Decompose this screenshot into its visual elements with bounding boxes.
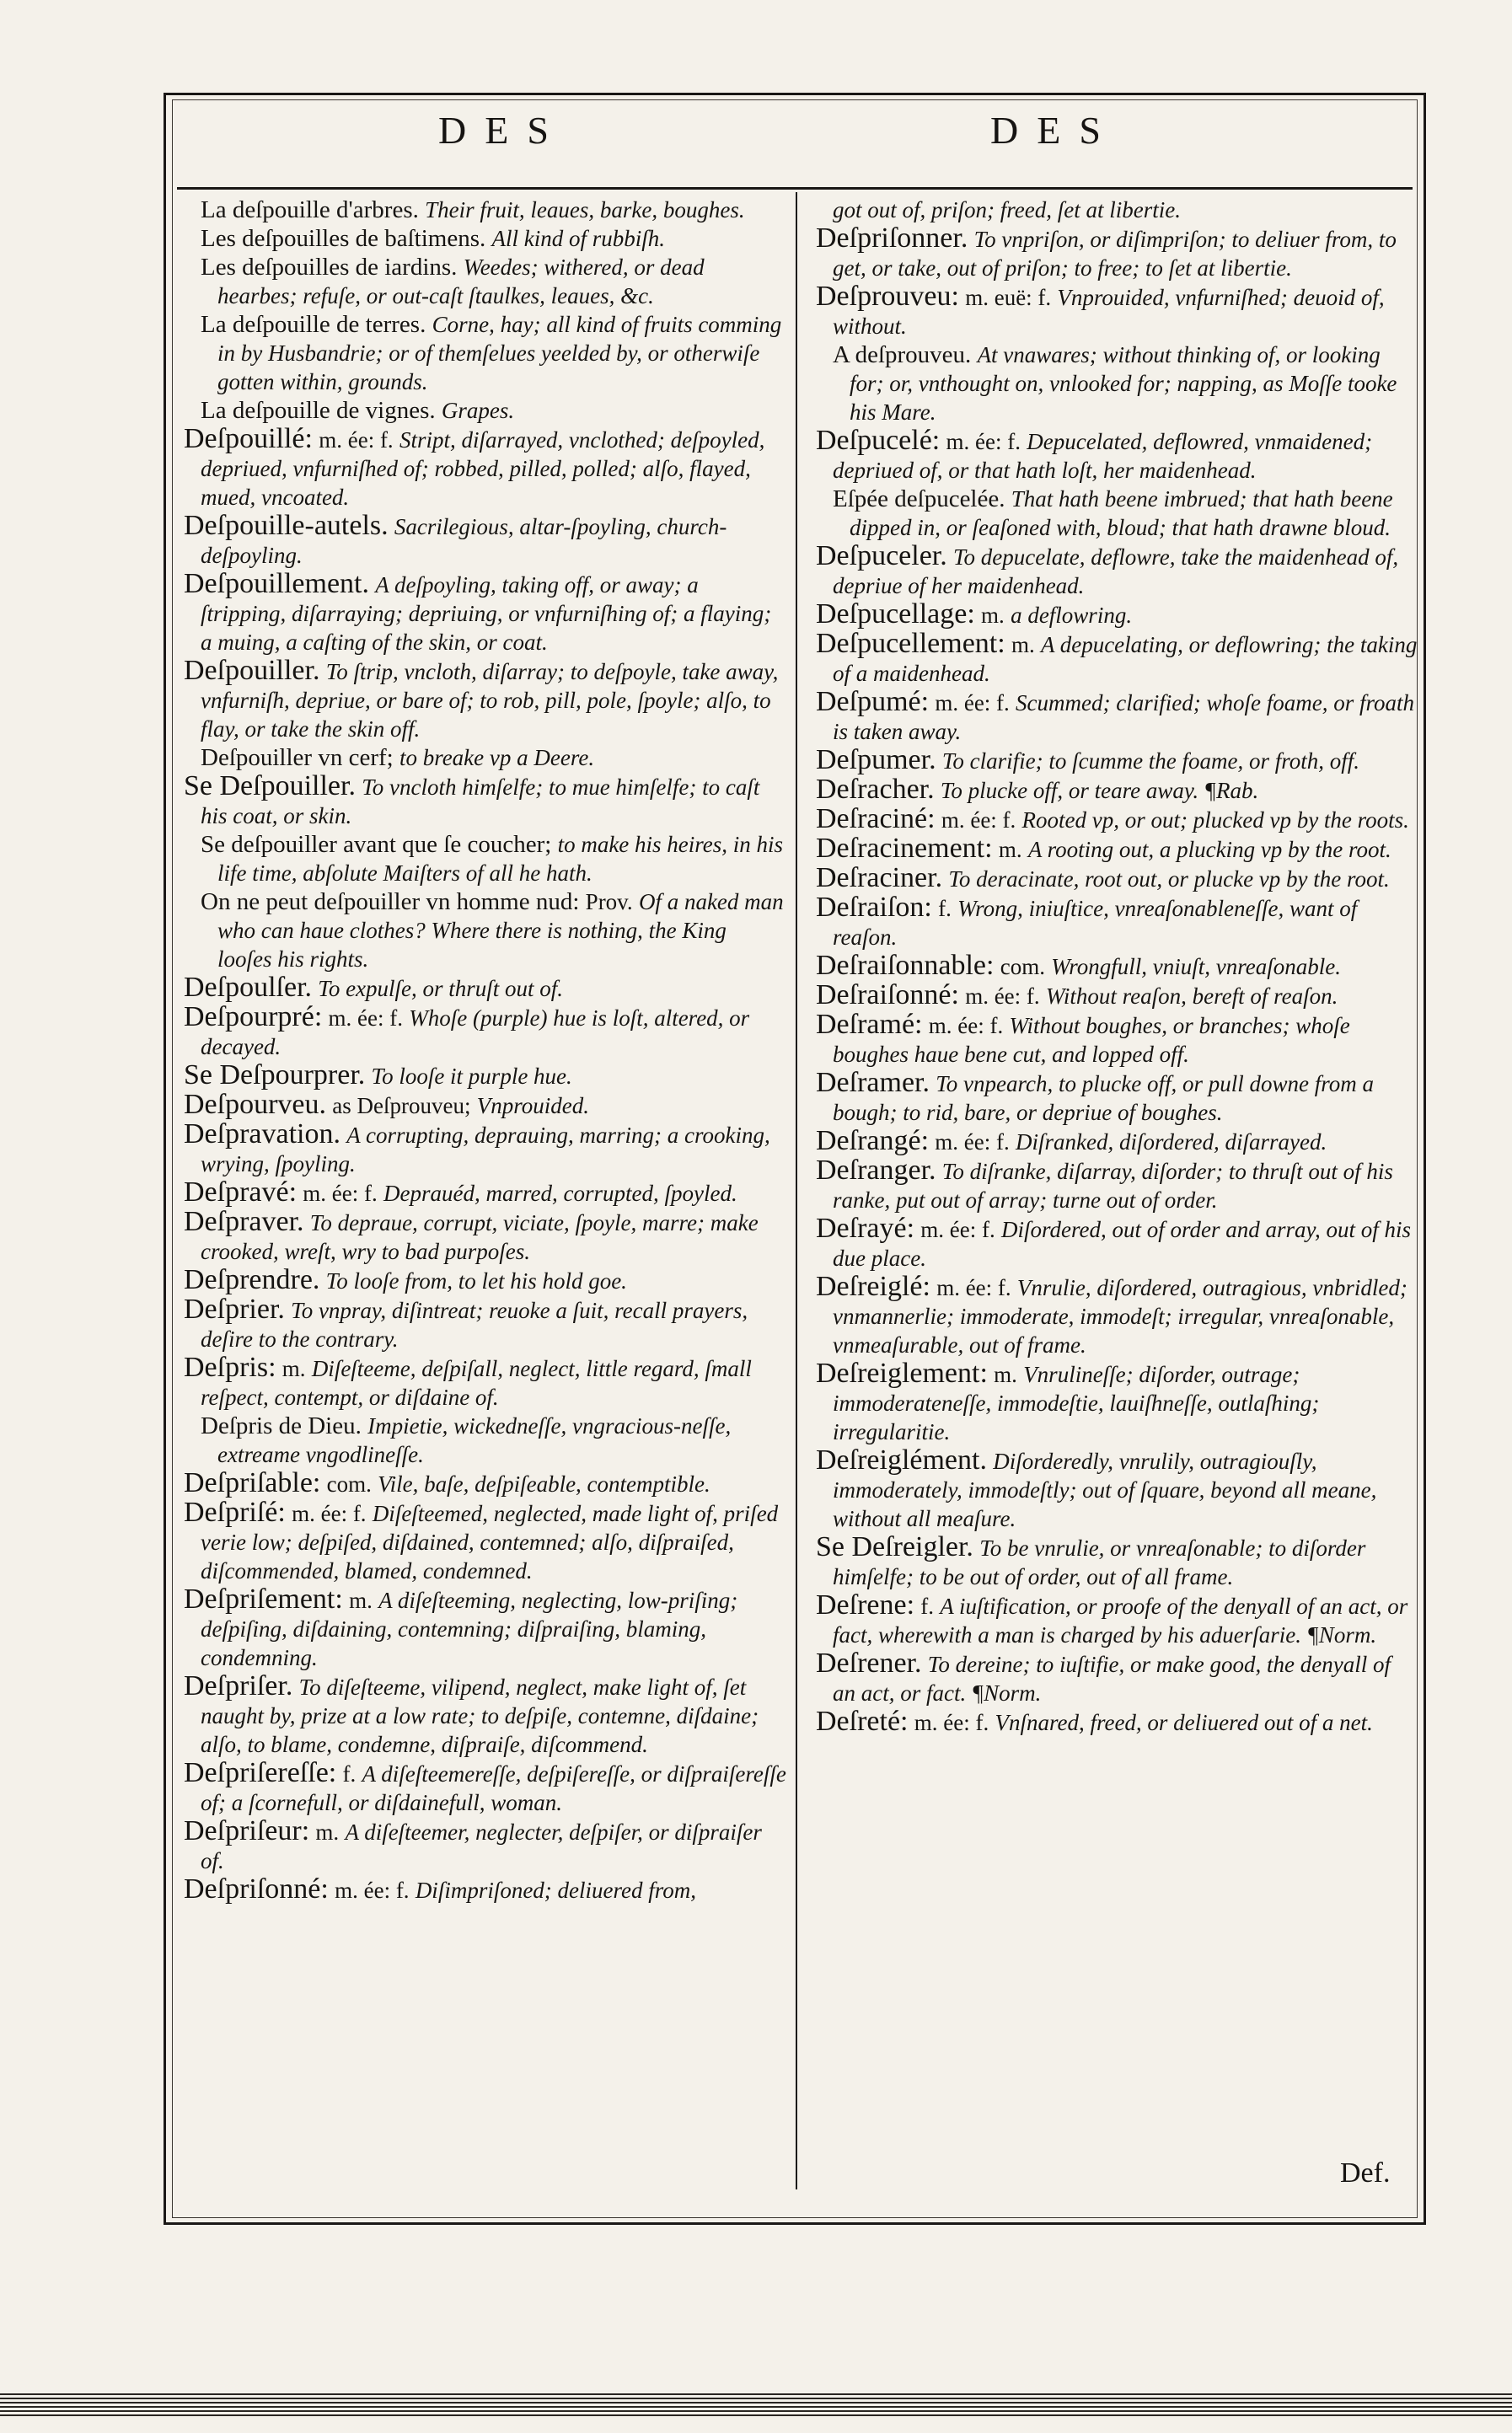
dictionary-entry xyxy=(184,1208,786,1266)
dictionary-entry xyxy=(816,1127,1418,1156)
dictionary-entry xyxy=(816,951,1418,981)
dictionary-entry xyxy=(816,196,1418,224)
entry-definition: Weedes; withered, or dead hearbes; refuſe, or out-caſt ſtaulkes, leaues, &c. xyxy=(217,255,705,308)
entry-definition: Of a naked man who can haue clothes? Where there is nothing, the King looſes his rights. xyxy=(217,889,784,972)
dictionary-entry xyxy=(184,1091,786,1120)
dictionary-entry xyxy=(816,1273,1418,1359)
entry-definition: Scummed; clarified; whoſe foame, or froath is taken away. xyxy=(833,690,1414,744)
entry-definition: To ſtrip, vncloth, diſarray; to deſpoyle, take away, vnfurniſh, depriue, or bare of; to rob, pill, pole, ſpoyle; alſo, to flay, or take the skin off. xyxy=(201,659,779,742)
entry-definition: At vnawares; without thinking of, or looking for; or, vnthought on, vnlooked for; napping, as Moſſe tooke his Mare. xyxy=(850,342,1397,425)
entry-grammar: m. ée: f. xyxy=(936,1275,1011,1300)
entry-definition: Vnrulie, diſordered, outragious, vnbridled; vnmannerlie; immoderate, immodeſt; irregular, vnreaſonable, vnmeaſurable, out of frame. xyxy=(833,1275,1407,1358)
entry-headword: Deſpucellement: xyxy=(816,628,1005,659)
entry-headword: Deſramer. xyxy=(816,1067,930,1098)
dictionary-entry xyxy=(816,1069,1418,1127)
entry-definition: To plucke off, or teare away. ¶Rab. xyxy=(940,778,1259,803)
dictionary-entry xyxy=(816,1010,1418,1069)
entry-headword: Deſpris: xyxy=(184,1352,276,1383)
entry-headword: Deſraiſonné: xyxy=(816,979,959,1010)
entry-grammar: f. xyxy=(342,1761,357,1787)
entry-headword: Deſreiglément. xyxy=(816,1444,987,1476)
entry-headword: Deſrene: xyxy=(816,1589,915,1621)
entry-headword: Deſrayé: xyxy=(816,1213,915,1244)
entry-grammar: m. xyxy=(281,1356,306,1381)
entry-grammar: m. ée: f. xyxy=(928,1013,1004,1038)
entry-grammar: m. ée: f. xyxy=(319,427,394,453)
dictionary-entry xyxy=(184,196,786,224)
entry-headword: Les deſpouilles de baſtimens. xyxy=(201,225,486,252)
entry-definition: To looſe from, to let his hold goe. xyxy=(325,1268,627,1294)
entry-definition: Vnrulineſſe; diſorder, outrage; immoderateneſſe, immodeſtie, lauiſhneſſe, outlaſhing; irregularitie. xyxy=(833,1362,1320,1444)
entry-grammar: m. xyxy=(998,837,1022,862)
entry-definition: Diſorderedly, vnrulily, outragiouſly, immoderately, immodeſtly; out of ſquare, beyond all meane, without all meaſure. xyxy=(833,1449,1377,1531)
entry-definition: Whoſe (purple) hue is loſt, altered, or decayed. xyxy=(201,1005,750,1059)
entry-headword: Deſpris de Dieu. xyxy=(201,1412,362,1439)
entry-grammar: m. ée: f. xyxy=(914,1710,989,1735)
entry-headword: Deſpourpré: xyxy=(184,1001,323,1032)
entry-definition: Stript, diſarrayed, vnclothed; deſpoyled, depriued, vnfurniſhed of; robbed, pilled, polled; alſo, flayed, mued, vncoated. xyxy=(201,427,765,510)
entry-definition: Vnprouided. xyxy=(476,1093,589,1118)
entry-headword: Deſprier. xyxy=(184,1294,285,1325)
entry-definition: Wrongfull, vniuſt, vnreaſonable. xyxy=(1051,954,1341,979)
entry-headword: Eſpée deſpucelée. xyxy=(833,485,1005,512)
entry-headword: Deſraciné: xyxy=(816,803,936,834)
entry-definition: Sacrilegious, altar-ſpoyling, church-deſpoyling. xyxy=(201,514,727,568)
entry-definition: A corrupting, deprauing, marring; a crooking, wrying, ſpoyling. xyxy=(201,1123,770,1176)
entry-headword: Deſprendre. xyxy=(184,1264,320,1295)
dictionary-entry xyxy=(816,688,1418,746)
entry-definition: Diſordered, out of order and array, out of his due place. xyxy=(833,1217,1412,1271)
entry-definition: A diſeſteemer, neglecter, deſpiſer, or diſpraiſer of. xyxy=(201,1819,762,1873)
entry-definition: Rooted vp, or out; plucked vp by the roots. xyxy=(1021,807,1409,833)
entry-grammar: f. xyxy=(938,896,952,921)
dictionary-entry xyxy=(184,310,786,396)
footer-rules xyxy=(0,2393,1512,2419)
entry-definition: To vnpray, diſintreat; reuoke a ſuit, recall prayers, deſire to the contrary. xyxy=(201,1298,748,1352)
entry-headword: A deſprouveu. xyxy=(833,341,972,368)
dictionary-entry xyxy=(184,1817,786,1875)
dictionary-entry xyxy=(184,396,786,425)
entry-definition: To diſranke, diſarray, diſorder; to thruſt out of his ranke, put out of array; turne out of order. xyxy=(833,1159,1393,1213)
entry-headword: Deſpraver. xyxy=(184,1206,304,1237)
entry-headword: Deſpriſonner. xyxy=(816,222,968,254)
entry-headword: Deſramé: xyxy=(816,1009,923,1040)
entry-definition: To deracinate, root out, or plucke vp by the root. xyxy=(948,866,1390,892)
entry-definition: To vnpriſon, or diſimpriſon; to deliuer from, to get, or take, out of priſon; to free; to ſet at libertie. xyxy=(833,227,1397,281)
dictionary-entry xyxy=(816,600,1418,630)
entry-grammar: Prov. xyxy=(585,889,633,914)
entry-grammar: m. euë: f. xyxy=(965,285,1052,310)
dictionary-entry xyxy=(184,1295,786,1353)
dictionary-entry xyxy=(184,973,786,1003)
column-divider xyxy=(796,192,797,2189)
entry-definition: A rooting out, a plucking vp by the root. xyxy=(1027,837,1391,862)
entry-definition: All kind of rubbiſh. xyxy=(491,226,666,251)
entry-headword: La deſpouille d'arbres. xyxy=(201,196,419,223)
dictionary-entry xyxy=(816,542,1418,600)
header-rule xyxy=(177,187,1413,190)
dictionary-entry xyxy=(184,1469,786,1498)
entry-definition: A diſeſteeming, neglecting, low-priſing; deſpiſing, diſdaining, contemning; diſpraiſing, blaming, condemning. xyxy=(201,1588,738,1670)
dictionary-entry xyxy=(816,1533,1418,1591)
entry-definition: Vile, baſe, deſpiſeable, contemptible. xyxy=(378,1471,710,1497)
entry-headword: Deſpriſer. xyxy=(184,1670,293,1701)
entry-definition: to breake vp a Deere. xyxy=(399,745,595,770)
dictionary-entry xyxy=(816,834,1418,864)
entry-grammar: m. ée: f. xyxy=(935,1129,1010,1155)
entry-headword: Deſpouille-autels. xyxy=(184,510,389,541)
dictionary-entry xyxy=(184,512,786,570)
entry-definition: Diſimpriſoned; deliuered from, xyxy=(415,1878,697,1903)
dictionary-entry xyxy=(184,224,786,253)
entry-definition: Corne, hay; all kind of fruits comming in by Husbandrie; or of themſelues yeelded by, or otherwiſe gotten within, grounds. xyxy=(217,312,782,394)
entry-headword: Se deſpouiller avant que ſe coucher; xyxy=(201,831,552,858)
entry-definition: Their fruit, leaues, barke, boughes. xyxy=(425,197,745,222)
entry-definition: To depucelate, deflowre, take the maidenhead of, depriue of her maidenhead. xyxy=(833,544,1399,598)
dictionary-entry xyxy=(184,772,786,830)
entry-definition: Diſeſteeme, deſpiſall, neglect, little regard, ſmall reſpect, contempt, or diſdaine of. xyxy=(201,1356,752,1410)
entry-grammar: m. xyxy=(349,1588,373,1613)
entry-headword: Deſreté: xyxy=(816,1706,909,1737)
entry-grammar: m. ée: f. xyxy=(941,807,1016,833)
entry-grammar: m. xyxy=(981,603,1005,628)
entry-definition: To expulſe, or thruſt out of. xyxy=(318,976,564,1001)
entry-headword: Se Deſpourprer. xyxy=(184,1059,366,1091)
entry-grammar: m. xyxy=(315,1819,340,1845)
entry-headword: Deſpourveu. xyxy=(184,1089,327,1120)
entry-headword: Deſraiſon: xyxy=(816,892,932,923)
entry-headword: Deſpriſé: xyxy=(184,1497,286,1528)
entry-definition: A depucelating, or deflowring; the taking of a maidenhead. xyxy=(833,632,1418,686)
dictionary-entry xyxy=(184,425,786,512)
dictionary-entry xyxy=(184,743,786,772)
entry-definition: to make his heires, in his life time, abſolute Maiſters of all he hath. xyxy=(217,832,784,886)
entry-headword: On ne peut deſpouiller vn homme nud: xyxy=(201,888,580,915)
entry-definition: Deprauéd, marred, corrupted, ſpoyled. xyxy=(383,1181,737,1206)
entry-headword: Deſpriſereſſe: xyxy=(184,1757,337,1788)
dictionary-entry xyxy=(816,282,1418,340)
dictionary-entry xyxy=(816,864,1418,893)
entry-headword: Deſpouiller. xyxy=(184,655,320,686)
entry-definition: A iuſtification, or proofe of the denyall of an act, or fact, wherewith a man is charged by his aduerſarie. ¶Norm. xyxy=(833,1594,1408,1648)
entry-headword: Deſrangé: xyxy=(816,1125,930,1156)
entry-grammar: m. ée: f. xyxy=(335,1878,410,1903)
dictionary-entry xyxy=(816,485,1418,542)
dictionary-entry xyxy=(816,1446,1418,1533)
entry-definition: Vnprouided, vnfurniſhed; deuoid of, without. xyxy=(833,285,1385,339)
dictionary-entry xyxy=(816,893,1418,951)
entry-grammar: m. xyxy=(1011,632,1035,657)
entry-headword: Deſraciner. xyxy=(816,862,943,893)
dictionary-entry xyxy=(816,224,1418,282)
dictionary-entry xyxy=(184,1412,786,1469)
entry-headword: Deſpriſeur: xyxy=(184,1815,310,1846)
entry-headword: Deſreiglé: xyxy=(816,1271,930,1302)
dictionary-entry xyxy=(184,570,786,656)
entry-definition: To dereine; to iuſtifie, or make good, the denyall of an act, or fact. ¶Norm. xyxy=(833,1652,1391,1706)
dictionary-entry xyxy=(816,340,1418,426)
entry-definition: To diſeſteeme, vilipend, neglect, make light of, ſet naught by, prize at a low rate; to deſpiſe, contemne, diſdaine; alſo, to blame, condemne, diſpraiſe, diſcommend. xyxy=(201,1675,759,1757)
entry-definition: To depraue, corrupt, viciate, ſpoyle, marre; make crooked, wreſt, wry to bad purpoſes. xyxy=(201,1210,759,1264)
dictionary-entry xyxy=(816,1591,1418,1649)
entry-headword: La deſpouille de terres. xyxy=(201,311,426,338)
entry-grammar: m. ée: f. xyxy=(920,1217,995,1242)
entry-definition: To be vnrulie, or vnreaſonable; to diſorder himſelfe; to be out of order, out of all frame. xyxy=(833,1535,1366,1589)
dictionary-entry xyxy=(184,1061,786,1091)
dictionary-entry xyxy=(184,1498,786,1585)
dictionary-entry xyxy=(184,656,786,743)
entry-headword: Deſpoulſer. xyxy=(184,972,313,1003)
dictionary-entry xyxy=(184,1875,786,1905)
entry-headword: Deſpriſement: xyxy=(184,1584,343,1615)
entry-headword: Deſpouillement. xyxy=(184,568,370,599)
dictionary-entry xyxy=(184,1178,786,1208)
dictionary-entry xyxy=(816,1214,1418,1273)
entry-grammar: com. xyxy=(326,1471,372,1497)
entry-headword: Deſpucellage: xyxy=(816,598,975,630)
entry-definition: a deflowring. xyxy=(1011,603,1133,628)
entry-headword: Se Deſreigler. xyxy=(816,1531,973,1562)
entry-headword: Deſpouillé: xyxy=(184,423,313,454)
entry-headword: Deſpumé: xyxy=(816,686,930,717)
dictionary-entry xyxy=(184,1759,786,1817)
running-head-right: DES xyxy=(990,109,1119,152)
entry-headword: Deſraiſonnable: xyxy=(816,950,995,981)
entry-definition: got out of, priſon; freed, ſet at libertie. xyxy=(833,197,1181,222)
dictionary-entry xyxy=(816,746,1418,775)
dictionary-entry xyxy=(816,981,1418,1010)
dictionary-entry xyxy=(184,1353,786,1412)
dictionary-entry xyxy=(816,426,1418,485)
right-column xyxy=(816,196,1418,1737)
entry-grammar: m. ée: f. xyxy=(946,429,1021,454)
entry-definition: Without reaſon, bereft of reaſon. xyxy=(1045,983,1338,1009)
dictionary-entry xyxy=(816,1156,1418,1214)
dictionary-entry xyxy=(816,1649,1418,1707)
entry-headword: Deſprouveu: xyxy=(816,281,959,312)
entry-definition: Without boughes, or branches; whoſe boughes haue bene cut, and lopped off. xyxy=(833,1013,1350,1067)
dictionary-entry xyxy=(816,1359,1418,1446)
entry-definition: Grapes. xyxy=(441,398,515,423)
dictionary-entry xyxy=(816,775,1418,805)
entry-definition: Vnſnared, freed, or deliuered out of a net. xyxy=(995,1710,1373,1735)
entry-grammar: m. ée: f. xyxy=(965,983,1040,1009)
entry-headword: Deſpriſable: xyxy=(184,1467,321,1498)
entry-grammar: m. ée: f. xyxy=(935,690,1010,715)
entry-definition: Impietie, wickedneſſe, vngracious-neſſe, extreame vngodlineſſe. xyxy=(217,1413,732,1467)
entry-headword: Les deſpouilles de iardins. xyxy=(201,254,458,281)
dictionary-entry xyxy=(184,1120,786,1178)
entry-headword: Deſranger. xyxy=(816,1155,936,1186)
entry-definition: Diſranked, diſordered, diſarrayed. xyxy=(1016,1129,1327,1155)
dictionary-entry xyxy=(816,1707,1418,1737)
catchword: Def. xyxy=(1340,2157,1391,2189)
entry-headword: Deſpravation. xyxy=(184,1118,340,1150)
entry-headword: Deſpouiller vn cerf; xyxy=(201,744,394,771)
left-column xyxy=(184,196,786,1905)
dictionary-entry xyxy=(184,1585,786,1672)
dictionary-entry xyxy=(184,253,786,310)
dictionary-entry xyxy=(184,887,786,973)
entry-definition: Diſeſteemed, neglected, made light of, priſed verie low; deſpiſed, diſdained, contemned; alſo, diſpraiſed, diſcommended, blamed, condemned. xyxy=(201,1501,779,1584)
dictionary-entry xyxy=(184,1266,786,1295)
dictionary-entry xyxy=(816,805,1418,834)
entry-grammar: f. xyxy=(920,1594,935,1619)
entry-definition: A diſeſteemereſſe, deſpiſereſſe, or diſpraiſereſſe of; a ſcornefull, or diſdainefull, woman. xyxy=(201,1761,786,1815)
entry-definition: To clarifie; to ſcumme the foame, or froth, off. xyxy=(941,748,1360,774)
entry-grammar: com. xyxy=(1000,954,1045,979)
entry-headword: Se Deſpouiller. xyxy=(184,770,356,801)
entry-headword: Deſpumer. xyxy=(816,744,936,775)
entry-definition: To vncloth himſelfe; to mue himſelfe; to caſt his coat, or skin. xyxy=(201,774,760,828)
dictionary-entry xyxy=(184,830,786,887)
dictionary-entry xyxy=(184,1672,786,1759)
entry-grammar: m. ée: f. xyxy=(292,1501,367,1526)
entry-grammar: m. xyxy=(994,1362,1017,1387)
running-head-left: DES xyxy=(438,109,567,152)
entry-definition: To vnpearch, to plucke off, or pull downe from a bough; to rid, bare, or depriue of boughes. xyxy=(833,1071,1374,1125)
entry-definition: That hath beene imbrued; that hath beene dipped in, or ſeaſoned with, bloud; that hath drawne bloud. xyxy=(850,486,1393,540)
entry-headword: Deſpravé: xyxy=(184,1176,298,1208)
entry-grammar: as Deſprouveu; xyxy=(332,1093,471,1118)
entry-definition: To looſe it purple hue. xyxy=(371,1064,572,1089)
entry-grammar: m. ée: f. xyxy=(303,1181,378,1206)
entry-headword: Deſrener. xyxy=(816,1648,922,1679)
entry-headword: Deſracher. xyxy=(816,774,935,805)
entry-headword: Deſreiglement: xyxy=(816,1358,988,1389)
dictionary-entry xyxy=(184,1003,786,1061)
dictionary-entry xyxy=(816,630,1418,688)
entry-definition: A deſpoyling, taking off, or away; a ſtripping, diſarraying; depriuing, or vnfurniſhing of; a flaying; a muing, a caſting of the skin, or coat. xyxy=(201,572,772,655)
entry-headword: La deſpouille de vignes. xyxy=(201,397,436,424)
entry-headword: Deſpucelé: xyxy=(816,425,941,456)
entry-definition: Depucelated, deflowred, vnmaidened; depriued of, or that hath loſt, her maidenhead. xyxy=(833,429,1373,483)
entry-headword: Deſpuceler. xyxy=(816,540,947,571)
entry-grammar: m. ée: f. xyxy=(328,1005,403,1031)
entry-headword: Deſpriſonné: xyxy=(184,1873,329,1905)
entry-definition: Wrong, iniuſtice, vnreaſonableneſſe, want of reaſon. xyxy=(833,896,1358,950)
entry-headword: Deſracinement: xyxy=(816,833,993,864)
